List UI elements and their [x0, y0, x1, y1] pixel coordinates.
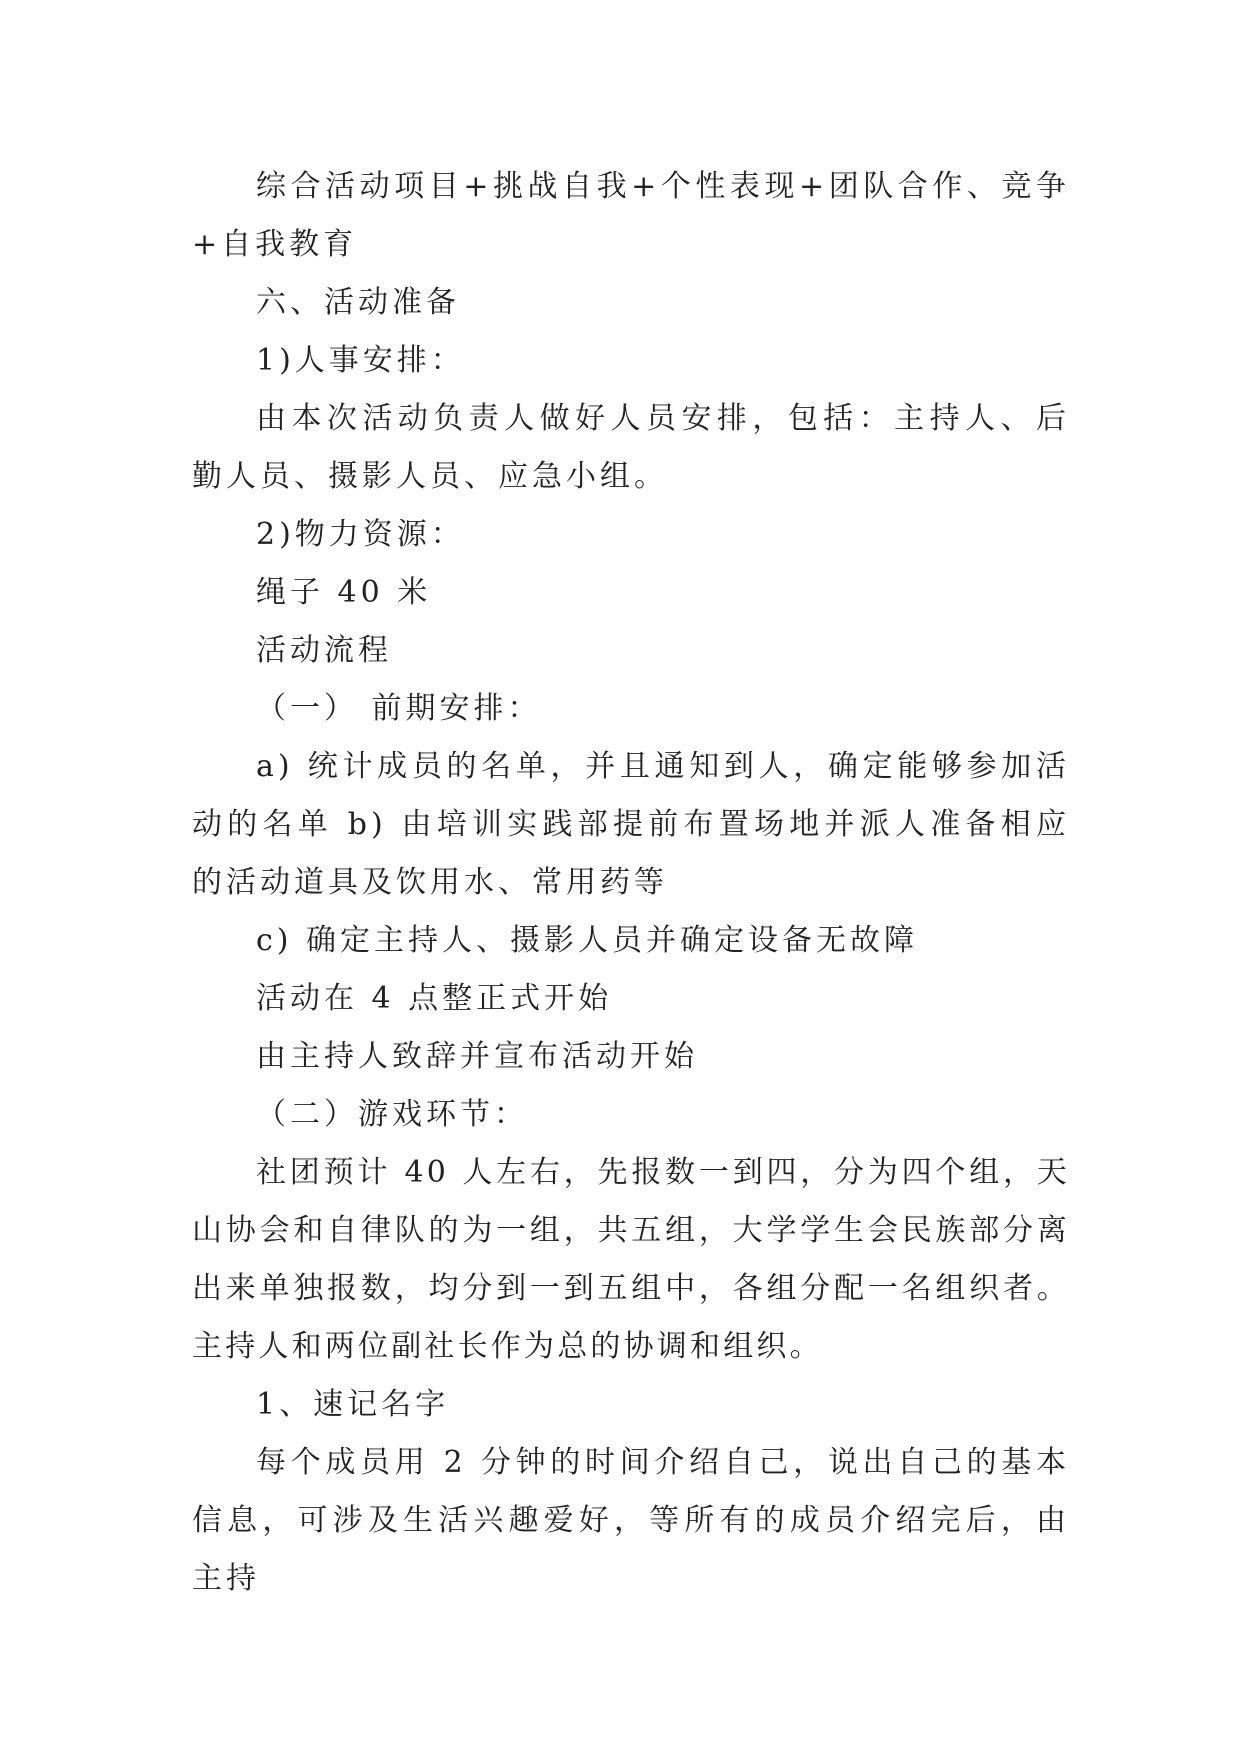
paragraph-self-introduction: 每个成员用 2 分钟的时间介绍自己，说出自己的基本信息，可涉及生活兴趣爱好，等所有的成员介绍完后，由主持 — [192, 1445, 1070, 1596]
paragraph-group-division: 社团预计 40 人左右，先报数一到四，分为四个组，天山协会和自律队的为一组，共五组，大学学生会民族部分离出来单独报数，均分到一到五组中，各组分配一名组织者。主持人和两位副社长作为总的协调和组织。 — [192, 1155, 1070, 1364]
heading-pre-arrangement: （一） 前期安排： — [256, 691, 542, 726]
paragraph-host-opening: 由主持人致辞并宣布活动开始 — [256, 1039, 698, 1074]
heading-material-resources: 2)物力资源： — [256, 517, 465, 552]
heading-activity-preparation: 六、活动准备 — [256, 285, 460, 320]
paragraph-confirm-host: c) 确定主持人、摄影人员并确定设备无故障 — [256, 923, 919, 958]
heading-name-memorization: 1、速记名字 — [256, 1387, 450, 1422]
paragraph-start-time: 活动在 4 点整正式开始 — [256, 981, 613, 1016]
heading-game-section: （二）游戏环节： — [256, 1097, 528, 1132]
document-body — [192, 158, 1070, 1608]
paragraph-personnel-details: 由本次活动负责人做好人员安排，包括：主持人、后勤人员、摄影人员、应急小组。 — [192, 401, 1070, 494]
heading-personnel-arrangement: 1)人事安排： — [256, 343, 465, 378]
paragraph-pre-arrangement-items: a) 统计成员的名单，并且通知到人，确定能够参加活动的名单 b) 由培训实践部提前布置场地并派人准备相应的活动道具及饮用水、常用药等 — [192, 749, 1070, 900]
paragraph-rope: 绳子 40 米 — [256, 575, 432, 610]
heading-activity-flow: 活动流程 — [256, 633, 392, 668]
paragraph-activity-components: 综合活动项目+挑战自我+个性表现+团队合作、竞争+自我教育 — [192, 169, 1070, 262]
